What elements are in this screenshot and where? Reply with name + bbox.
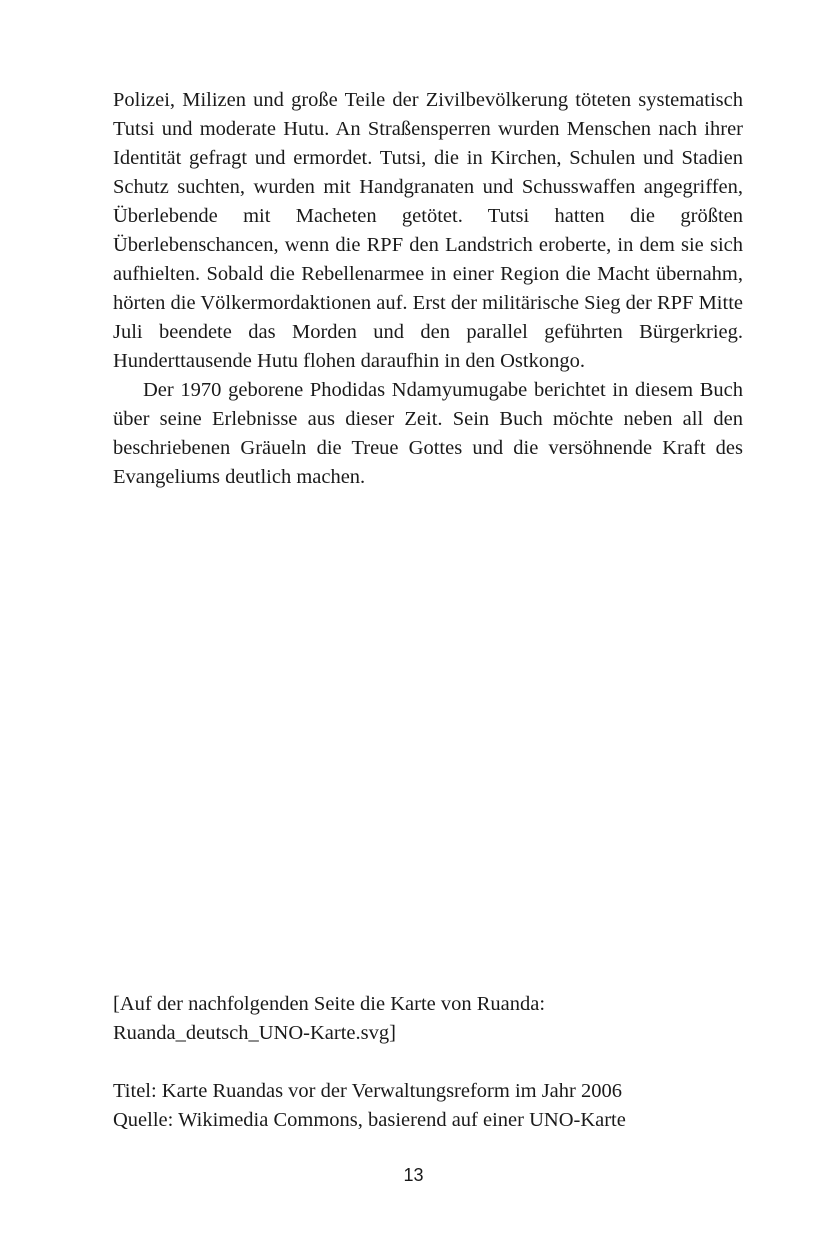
page-number: 13	[403, 1165, 424, 1185]
map-credits	[113, 1077, 753, 1135]
map-note	[113, 990, 753, 1048]
body-text	[113, 86, 743, 492]
map-title-line: Titel: Karte Ruandas vor der Verwaltungsreform im Jahr 2006	[113, 1080, 622, 1102]
paragraph-genocide-summary: Polizei, Milizen und große Teile der Zivilbevölkerung töteten systematisch Tutsi und moderate Hutu. An Straßensperren wurden Menschen nach ihrer Identität gefragt und ermordet. Tutsi, die in Kirchen, Schulen und Stadien Schutz suchten, wurden mit Handgranaten und Schusswaffen angegriffen, Überlebende mit Macheten getötet. Tutsi hatten die größten Überlebenschancen, wenn die RPF den Landstrich eroberte, in dem sie sich aufhielten. Sobald die Rebellenarmee in einer Region die Macht übernahm, hörten die Völkermordaktionen auf. Erst der militärische Sieg der RPF Mitte Juli beendete das Morden und den parallel geführten Bürgerkrieg. Hunderttausende Hutu flohen daraufhin in den Ostkongo.	[113, 89, 743, 372]
map-note-line: [Auf der nachfolgenden Seite die Karte von Ruanda:	[113, 993, 546, 1015]
map-filename-line: Ruanda_deutsch_UNO-Karte.svg]	[113, 1022, 396, 1044]
paragraph-author-intro: Der 1970 geborene Phodidas Ndamyumugabe berichtet in diesem Buch über seine Erlebnisse aus dieser Zeit. Sein Buch möchte neben all den beschriebenen Gräueln die Treue Gottes und die versöhnende Kraft des Evangeliums deutlich machen.	[113, 379, 743, 488]
map-source-line: Quelle: Wikimedia Commons, basierend auf einer UNO-Karte	[113, 1109, 626, 1131]
